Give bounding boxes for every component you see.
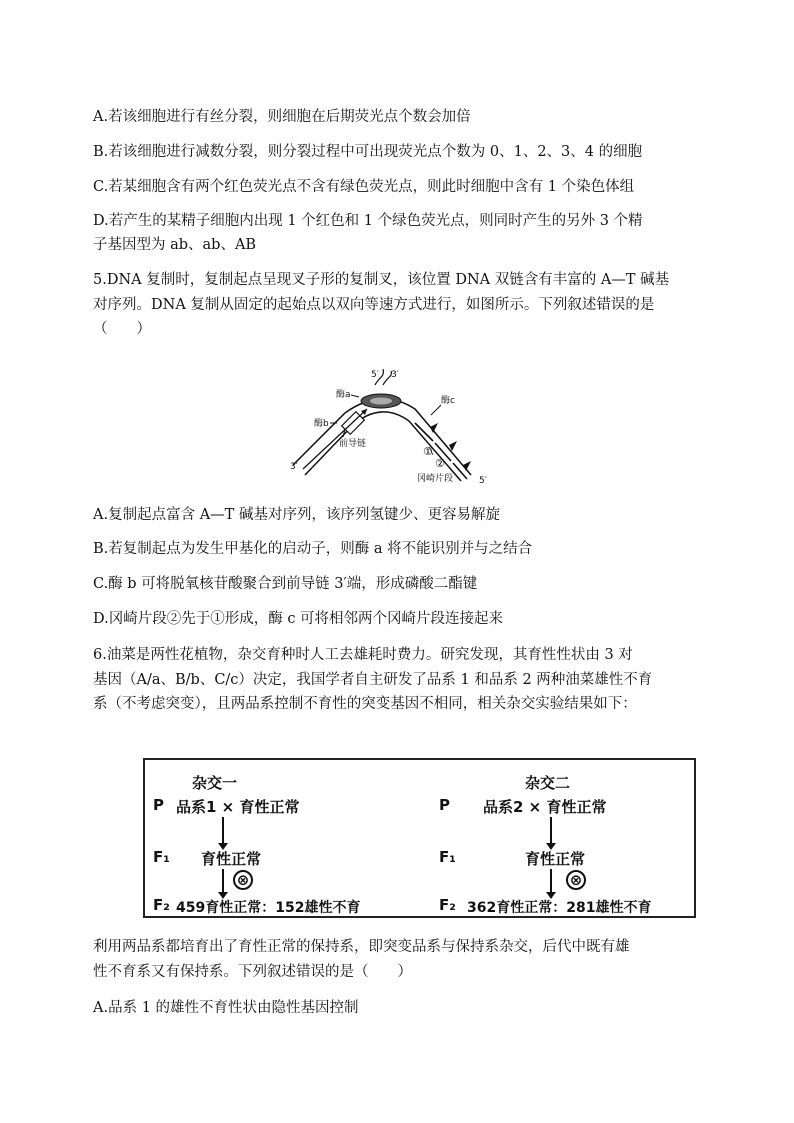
q6-option-a: A.品系 1 的雄性不育性状由隐性基因控制 (93, 1000, 359, 1016)
q6-stem-line-1: 6.油菜是两性花植物，杂交育种时人工去雄耗时费力。研究发现，其育性性状由 3 对 (93, 647, 633, 663)
cross1-p-label: P (153, 796, 164, 814)
q4-option-b: B.若该细胞进行减数分裂，则分裂过程中可出现荧光点个数为 0、1、2、3、4 的细胞 (93, 144, 643, 160)
q5-option-a: A.复制起点富含 A—T 碱基对序列，该序列氢键少、更容易解旋 (93, 507, 500, 523)
q6-stem-line-2: 基因（A/a、B/b、C/c）决定，我国学者自主研发了品系 1 和品系 2 两种油菜雄性不育 (93, 672, 653, 688)
q6-stem-line-3: 系（不考虑突变），且两品系控制不育性的突变基因不相同，相关杂交实验结果如下： (93, 696, 637, 712)
dna-replication-figure (283, 365, 513, 490)
fragment-1-label: ① (423, 445, 433, 458)
enzyme-c-label: 酶c (441, 396, 455, 406)
cross2-f2: 362育性正常：281雄性不育 (467, 900, 652, 916)
cross1-arrow-1 (222, 817, 224, 844)
q6-after-line-1: 利用两品系都培育出了育性正常的保持系，即突变品系与保持系杂交，后代中既有雄 (93, 939, 630, 955)
cross1-f2: 459育性正常：152雄性不育 (176, 900, 361, 916)
end-right-5-label: 5′ (479, 476, 487, 486)
q5-stem-line-2: 对序列。DNA 复制从固定的起始点以双向等速方式进行，如图所示。下列叙述错误的是 (93, 297, 655, 313)
cross-experiment-box (143, 758, 696, 918)
fragment-2-label: ② (435, 457, 445, 470)
enzyme-b-label: 酶b (314, 419, 329, 429)
q5-stem-line-3: （ ） (93, 321, 151, 337)
leading-strand-label: 前导链 (339, 439, 367, 449)
cross2-p-label: P (439, 796, 450, 814)
cross1-p-cross: 品系1 × 育性正常 (176, 798, 300, 816)
q4-option-d: D.若产生的某精子细胞内出现 1 个红色和 1 个绿色荧光点，则同时产生的另外 3 个精 (93, 213, 643, 229)
cross2-selfing-symbol: ⊗ (566, 870, 586, 890)
cross2-arrow-1 (550, 817, 552, 844)
end-left-3-label: 3′ (290, 462, 298, 472)
cross1-f1-label: F₁ (153, 848, 170, 866)
cross2-arrow-2 (550, 869, 552, 893)
cross2-f1-label: F₁ (439, 848, 456, 866)
q5-option-d: D.冈崎片段②先于①形成，酶 c 可将相邻两个冈崎片段连接起来 (93, 611, 504, 627)
cross2-f1: 育性正常 (525, 850, 586, 868)
end-top-5-label: 5′ (371, 370, 379, 380)
cross1-title: 杂交一 (192, 774, 238, 792)
q4-option-d-continued: 子基因型为 ab、ab、AB (93, 237, 257, 253)
q6-after-line-2: 性不育系又有保持系。下列叙述错误的是（ ） (93, 964, 412, 980)
q4-option-a: A.若该细胞进行有丝分裂，则细胞在后期荧光点个数会加倍 (93, 109, 471, 125)
okazaki-label: 冈崎片段 (417, 474, 454, 484)
end-top-3-label: 3′ (391, 370, 399, 380)
cross1-selfing-symbol: ⊗ (233, 870, 253, 890)
cross2-f2-label: F₂ (439, 896, 456, 914)
cross1-f1: 育性正常 (201, 850, 262, 868)
cross1-f2-label: F₂ (153, 896, 170, 914)
q5-option-c: C.酶 b 可将脱氧核苷酸聚合到前导链 3′端，形成磷酸二酯键 (93, 576, 478, 592)
q5-stem-line-1: 5.DNA 复制时，复制起点呈现叉子形的复制叉，该位置 DNA 双链含有丰富的 A—T 碱基 (93, 272, 670, 288)
cross1-arrow-2 (222, 869, 224, 893)
enzyme-a-label: 酶a (336, 390, 351, 400)
cross2-title: 杂交二 (525, 774, 571, 792)
q4-option-c: C.若某细胞含有两个红色荧光点不含有绿色荧光点，则此时细胞中含有 1 个染色体组 (93, 179, 635, 195)
q5-option-b: B.若复制起点为发生甲基化的启动子，则酶 a 将不能识别并与之结合 (93, 541, 533, 557)
cross2-p-cross: 品系2 × 育性正常 (483, 798, 607, 816)
